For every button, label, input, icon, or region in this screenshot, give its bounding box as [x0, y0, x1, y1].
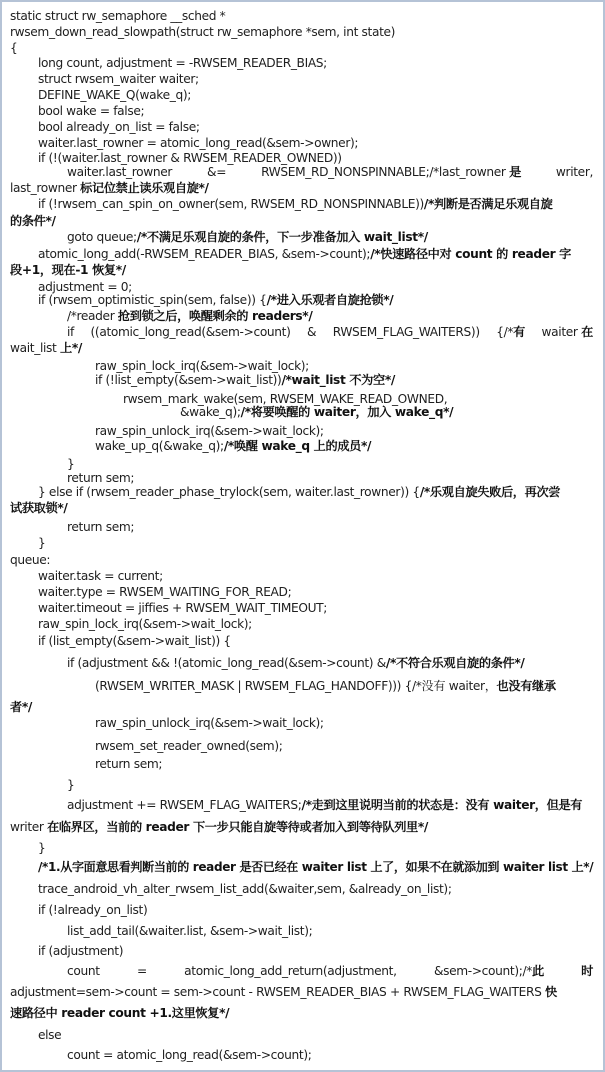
code-text: bool already_on_list = false;: [38, 120, 200, 134]
comment-text: 抢到锁之后，唤醒剩余的 readers*/: [117, 309, 313, 323]
code-line: [67, 230, 428, 245]
code-token: count: [67, 964, 100, 978]
comment-text: /*进入乐观者自旋抢锁*/: [266, 293, 394, 307]
code-token: [496, 325, 525, 340]
code-token: ((atomic_long_read(&sem->count): [90, 325, 291, 339]
code-line: [95, 679, 556, 694]
comment-text: 有: [513, 325, 526, 339]
code-text: {/*: [496, 325, 514, 339]
code-text: raw_spin_unlock_irq(&sem->wait_lock);: [95, 716, 324, 730]
code-text: queue:: [10, 553, 51, 567]
code-line: [10, 341, 82, 356]
code-line: [38, 151, 342, 166]
code-line: [38, 617, 252, 632]
comment-text: 也没有继承: [496, 679, 556, 693]
code-text: }: [67, 778, 75, 792]
comment-text: /*判断是否满足乐观自旋: [423, 197, 553, 211]
code-line: [67, 325, 593, 340]
comment-text: 标记位禁止读乐观自旋*/: [80, 181, 209, 195]
code-text: waiter.type = RWSEM_WAITING_FOR_READ;: [38, 585, 292, 599]
code-text: DEFINE_WAKE_Q(wake_q);: [38, 88, 192, 102]
code-line: [95, 739, 282, 754]
code-text: count = atomic_long_read(&sem->count);: [67, 1048, 312, 1062]
comment-text: 在临界区，当前的 reader 下一步只能自旋等待或者加入到等待队列里*/: [47, 820, 429, 834]
code-text: waiter: [541, 325, 582, 339]
code-text: writer: [10, 820, 48, 834]
comment-text: /*1.从字面意思看判断当前的 reader 是否已经在 waiter list 上了，如果不在就添加到 waiter list 上*/: [38, 860, 594, 874]
comment-text: /*不满足乐观自旋的条件，下一步准备加入 wait_list*/: [136, 230, 428, 244]
code-text: rwsem_down_read_slowpath(struct rw_semaphore *sem, int state): [10, 25, 396, 39]
code-text: last_rowner: [10, 181, 81, 195]
code-line: [38, 293, 393, 308]
code-line: [38, 585, 291, 600]
code-line: [10, 820, 428, 835]
code-line: [95, 757, 162, 772]
code-line: [67, 1048, 311, 1063]
code-text: else: [38, 1028, 62, 1042]
code-text: if (adjustment): [38, 944, 124, 958]
code-text: if (!rwsem_can_spin_on_owner(sem, RWSEM_RD_NONSPINNABLE)): [38, 197, 424, 211]
code-text: adjustment = 0;: [38, 280, 132, 294]
code-line: [95, 359, 309, 374]
code-text: raw_spin_lock_irq(&sem->wait_lock);: [95, 359, 309, 373]
comment-text: 此: [531, 964, 544, 978]
code-text: }: [38, 841, 46, 855]
code-text: rwsem_set_reader_owned(sem);: [95, 739, 283, 753]
code-line: [67, 798, 582, 813]
comment-text: 段+1，现在-1 恢复*/: [10, 263, 126, 277]
code-text: long count, adjustment = -RWSEM_READER_BIAS;: [38, 56, 327, 70]
code-text: adjustment += RWSEM_FLAG_WAITERS;: [67, 798, 302, 812]
comment-text: /*快速路径中对 count 的 reader 字: [370, 247, 572, 261]
code-text: if (adjustment && !(atomic_long_read(&sem->count) &: [67, 656, 386, 670]
code-token: atomic_long_add_return(adjustment,: [184, 964, 397, 978]
comment-text: 上*/: [59, 341, 82, 355]
comment-text: /*不符合乐观自旋的条件*/: [385, 656, 525, 670]
code-text: adjustment=sem->count = sem->count - RWSEM_READER_BIAS + RWSEM_FLAG_WAITERS: [10, 985, 546, 999]
code-token: [261, 165, 521, 180]
code-line: [38, 120, 200, 135]
comment-text: /*乐观自旋失败后，再次尝: [419, 485, 561, 499]
code-text: list_add_tail(&waiter.list, &sem->wait_list);: [67, 924, 313, 938]
code-text: bool wake = false;: [38, 104, 145, 118]
code-line: [38, 88, 191, 103]
code-text: if (!list_empty(&sem->wait_list)): [95, 373, 282, 387]
code-line: [10, 985, 557, 1000]
code-line: [67, 309, 312, 324]
code-line: [38, 197, 552, 212]
code-line: [67, 778, 74, 793]
code-line: [38, 1028, 61, 1043]
code-text: if (rwsem_optimistic_spin(sem, false)) {: [38, 293, 267, 307]
code-line: [67, 964, 593, 979]
code-line: [38, 485, 560, 500]
code-token: [542, 325, 593, 340]
code-line: [38, 569, 163, 584]
code-text: &wake_q);: [180, 405, 241, 419]
code-line: [67, 165, 593, 180]
code-text: wake_up_q(&wake_q);: [95, 439, 224, 453]
code-text: wait_list: [10, 341, 60, 355]
comment-text: /*走到这里说明当前的状态是：没有 waiter，但是有: [301, 798, 583, 812]
code-line: [95, 424, 324, 439]
comment-text: /*唤醒 wake_q 上的成员*/: [223, 439, 372, 453]
code-text: goto queue;: [67, 230, 137, 244]
comment-text: 的条件*/: [10, 214, 56, 228]
code-line: [180, 405, 453, 420]
code-line: [10, 41, 17, 56]
code-line: [67, 924, 312, 939]
code-line: [10, 501, 67, 516]
code-line: [38, 944, 123, 959]
code-token: if: [67, 325, 74, 339]
code-text: return sem;: [67, 520, 135, 534]
code-text: (RWSEM_WRITER_MASK | RWSEM_FLAG_HANDOFF))) {/*没有 waiter，: [95, 679, 497, 693]
code-line: [10, 1006, 229, 1021]
code-line: [67, 471, 134, 486]
code-text: if (!already_on_list): [38, 903, 148, 917]
code-token: [581, 964, 593, 979]
code-line: [10, 25, 395, 40]
code-text: &sem->count);/*: [433, 964, 532, 978]
code-line: [38, 72, 199, 87]
code-line: [67, 457, 74, 472]
code-text: RWSEM_RD_NONSPINNABLE;/*last_rowner: [261, 165, 510, 179]
code-text: } else if (rwsem_reader_phase_trylock(sem, waiter.last_rowner)) {: [38, 485, 420, 499]
code-text: raw_spin_unlock_irq(&sem->wait_lock);: [95, 424, 324, 438]
comment-text: 快: [545, 985, 557, 999]
comment-text: 时: [581, 964, 593, 978]
code-line: [95, 439, 371, 454]
code-token: &: [307, 325, 317, 339]
code-text: waiter.timeout = jiffies + RWSEM_WAIT_TIMEOUT;: [38, 601, 328, 615]
code-text: }: [67, 457, 75, 471]
code-line: [38, 634, 231, 649]
comment-text: 在: [581, 325, 593, 339]
code-text: raw_spin_lock_irq(&sem->wait_lock);: [38, 617, 252, 631]
code-line: [10, 263, 126, 278]
code-line: [38, 247, 571, 262]
code-line: [10, 553, 50, 568]
code-token: =: [136, 964, 147, 978]
code-text: struct rwsem_waiter waiter;: [38, 72, 199, 86]
code-line: [38, 882, 452, 897]
comment-text: /*wait_list 不为空*/: [281, 373, 395, 387]
code-line: [38, 601, 327, 616]
comment-text: 速路径中 reader count +1.这里恢复*/: [10, 1006, 230, 1020]
code-text: static struct rw_semaphore __sched *: [10, 9, 226, 23]
code-text: if (list_empty(&sem->wait_list)) {: [38, 634, 231, 648]
code-line: [38, 903, 147, 918]
comment-text: 是: [509, 165, 521, 179]
code-token: writer,: [555, 165, 593, 179]
code-text: return sem;: [67, 471, 135, 485]
code-line: [38, 104, 144, 119]
code-text: rwsem_mark_wake(sem, RWSEM_WAKE_READ_OWNED,: [123, 392, 448, 406]
code-line: [67, 656, 525, 671]
code-token: waiter.last_rowner: [67, 165, 173, 179]
code-text: waiter.task = current;: [38, 569, 163, 583]
code-line: [95, 716, 324, 731]
code-line: [38, 860, 593, 875]
code-text: }: [38, 536, 46, 550]
comment-text: /*将要唤醒的 waiter，加入 wake_q*/: [240, 405, 454, 419]
code-text: atomic_long_add(-RWSEM_READER_BIAS, &sem->count);: [38, 247, 371, 261]
code-text: return sem;: [95, 757, 163, 771]
comment-text: 者*/: [10, 700, 32, 714]
code-text: /*reader: [67, 309, 118, 323]
code-text: if (!(waiter.last_rowner & RWSEM_READER_OWNED)): [38, 151, 342, 165]
code-line: [38, 841, 45, 856]
code-line: [38, 536, 45, 551]
code-text: {: [10, 41, 18, 55]
code-line: [10, 214, 56, 229]
code-token: &=: [207, 165, 227, 179]
code-line: [10, 181, 209, 196]
code-token: RWSEM_FLAG_WAITERS)): [332, 325, 480, 339]
code-text: waiter.last_rowner = atomic_long_read(&sem->owner);: [38, 136, 359, 150]
code-line: [10, 9, 225, 24]
comment-text: 试获取锁*/: [10, 501, 68, 515]
code-line: [38, 56, 327, 71]
code-line: [38, 136, 358, 151]
code-line: [67, 520, 134, 535]
code-line: [95, 373, 395, 388]
code-text: trace_android_vh_alter_rwsem_list_add(&waiter,sem, &already_on_list);: [38, 882, 452, 896]
code-token: [434, 964, 544, 979]
code-line: [10, 700, 32, 715]
